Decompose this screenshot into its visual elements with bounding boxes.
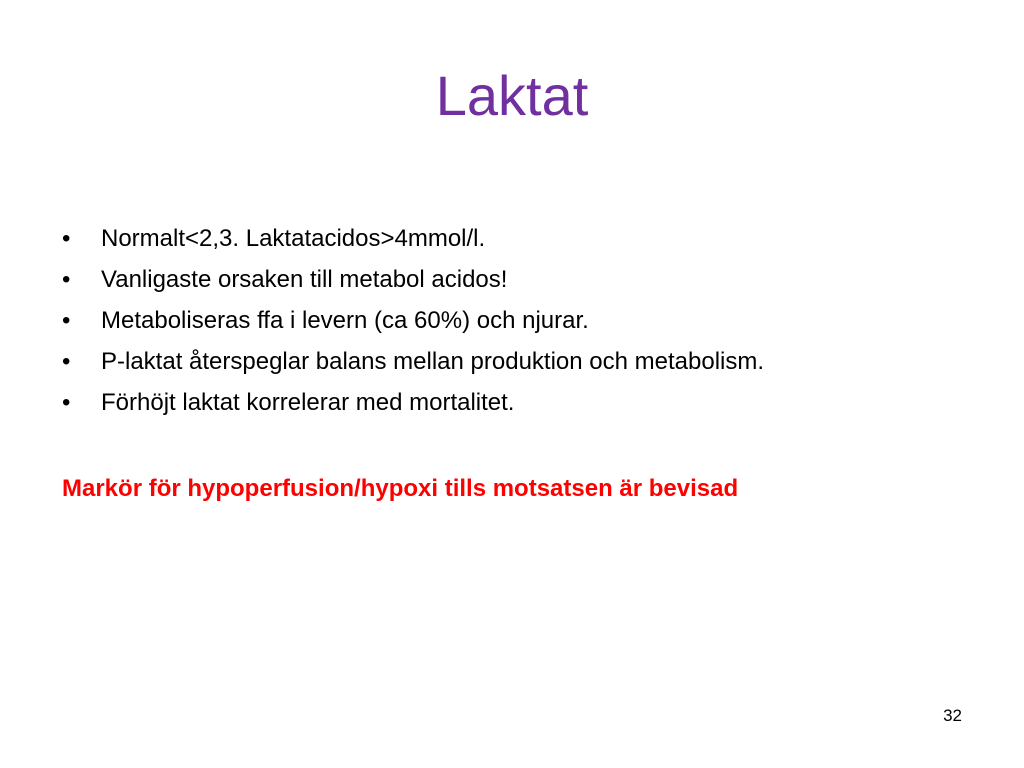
highlight-statement: Markör för hypoperfusion/hypoxi tills motsatsen är bevisad [62, 475, 739, 502]
bullet-item [62, 388, 982, 429]
bullet-dot-icon: • [62, 225, 71, 252]
bullet-text: Vanligaste orsaken till metabol acidos! [101, 266, 508, 293]
bullet-dot-icon: • [62, 389, 71, 416]
page-number: 32 [943, 706, 962, 725]
bullet-item [62, 306, 982, 347]
slide-title: Laktat [435, 64, 589, 127]
bullet-dot-icon: • [62, 266, 71, 293]
bullet-dot-icon: • [62, 307, 71, 334]
bullet-text: Förhöjt laktat korrelerar med mortalitet. [101, 389, 515, 416]
bullet-text: Metaboliseras ffa i levern (ca 60%) och njurar. [101, 307, 589, 334]
bullet-item [62, 347, 982, 388]
bullet-dot-icon: • [62, 348, 71, 375]
bullet-list [62, 224, 982, 429]
bullet-text: P-laktat återspeglar balans mellan produktion och metabolism. [101, 348, 765, 375]
bullet-text: Normalt<2,3. Laktatacidos>4mmol/l. [101, 225, 486, 252]
bullet-item [62, 265, 982, 306]
bullet-item [62, 224, 982, 265]
